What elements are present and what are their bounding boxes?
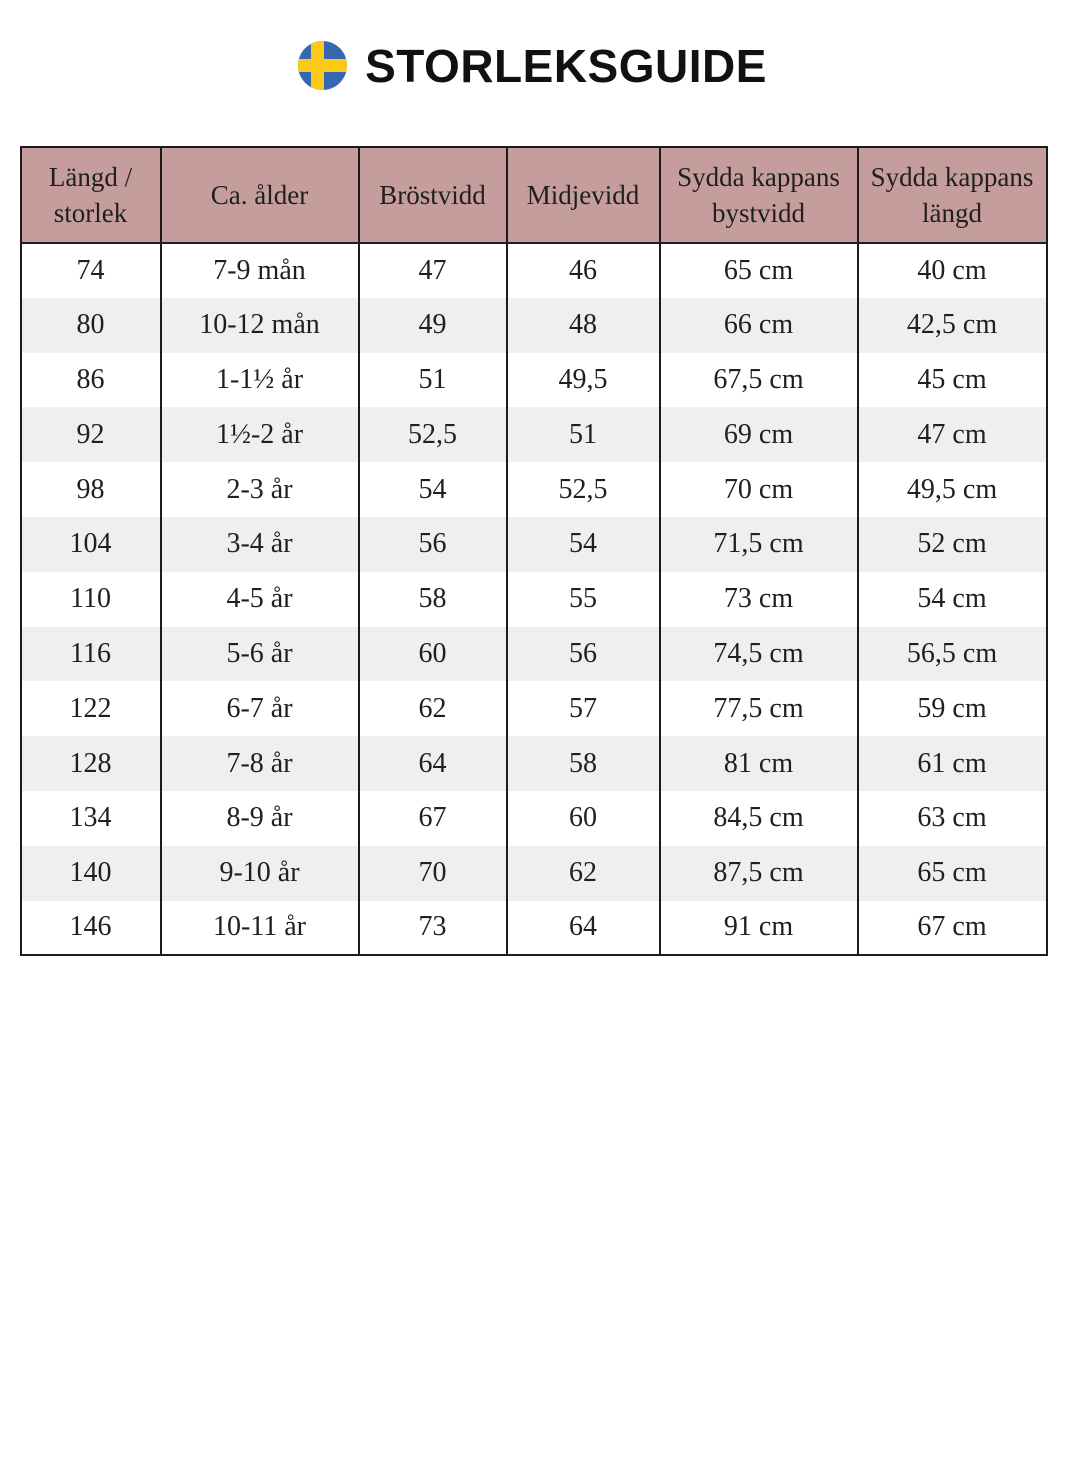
table-cell: 40 cm [858,243,1047,298]
header-coat-length: Sydda kappans längd [858,147,1047,243]
table-row [21,791,1047,846]
table-cell: 71,5 cm [660,517,858,572]
header-coat-bust-width: Sydda kappans bystvidd [660,147,858,243]
table-cell: 56 [359,517,507,572]
table-cell: 87,5 cm [660,846,858,901]
table-row [21,627,1047,682]
table-cell: 81 cm [660,736,858,791]
page-header [0,41,1065,90]
table-cell: 74 [21,243,161,298]
table-cell: 45 cm [858,353,1047,408]
table-header-row [21,147,1047,243]
table-cell: 56,5 cm [858,627,1047,682]
table-cell: 116 [21,627,161,682]
table-cell: 104 [21,517,161,572]
table-cell: 46 [507,243,660,298]
table-row [21,298,1047,353]
table-cell: 58 [359,572,507,627]
table-cell: 67 cm [858,901,1047,956]
page-title: STORLEKSGUIDE [365,39,767,92]
table-cell: 70 cm [660,462,858,517]
swedish-flag-icon [298,41,347,90]
table-cell: 73 cm [660,572,858,627]
table-cell: 62 [359,681,507,736]
table-cell: 64 [359,736,507,791]
table-body [21,243,1047,955]
table-cell: 10-11 år [161,901,359,956]
table-cell: 10-12 mån [161,298,359,353]
table-row [21,681,1047,736]
table-cell: 3-4 år [161,517,359,572]
size-guide-table [20,146,1048,956]
table-cell: 7-8 år [161,736,359,791]
header-chest-width: Bröstvidd [359,147,507,243]
size-guide-table-container [20,146,1046,956]
table-cell: 62 [507,846,660,901]
table-cell: 67,5 cm [660,353,858,408]
table-cell: 86 [21,353,161,408]
table-cell: 73 [359,901,507,956]
table-row [21,572,1047,627]
table-cell: 56 [507,627,660,682]
table-cell: 52,5 [359,407,507,462]
table-cell: 59 cm [858,681,1047,736]
table-cell: 49,5 [507,353,660,408]
table-cell: 77,5 cm [660,681,858,736]
table-cell: 140 [21,846,161,901]
table-cell: 51 [359,353,507,408]
table-cell: 54 [507,517,660,572]
table-cell: 8-9 år [161,791,359,846]
table-cell: 7-9 mån [161,243,359,298]
table-cell: 47 [359,243,507,298]
table-row [21,353,1047,408]
table-cell: 61 cm [858,736,1047,791]
table-cell: 98 [21,462,161,517]
table-cell: 92 [21,407,161,462]
table-cell: 49,5 cm [858,462,1047,517]
table-cell: 134 [21,791,161,846]
table-cell: 63 cm [858,791,1047,846]
table-cell: 1½-2 år [161,407,359,462]
table-cell: 57 [507,681,660,736]
table-cell: 9-10 år [161,846,359,901]
table-row [21,243,1047,298]
table-cell: 74,5 cm [660,627,858,682]
table-cell: 91 cm [660,901,858,956]
table-cell: 110 [21,572,161,627]
table-row [21,462,1047,517]
table-cell: 122 [21,681,161,736]
table-cell: 65 cm [660,243,858,298]
header-waist-width: Midjevidd [507,147,660,243]
table-cell: 128 [21,736,161,791]
table-cell: 70 [359,846,507,901]
table-cell: 1-1½ år [161,353,359,408]
table-cell: 2-3 år [161,462,359,517]
table-cell: 60 [359,627,507,682]
table-cell: 48 [507,298,660,353]
table-cell: 52,5 [507,462,660,517]
table-cell: 65 cm [858,846,1047,901]
table-cell: 4-5 år [161,572,359,627]
table-row [21,901,1047,956]
table-row [21,407,1047,462]
flag-cross-horizontal [298,59,347,72]
table-cell: 67 [359,791,507,846]
table-cell: 146 [21,901,161,956]
table-cell: 42,5 cm [858,298,1047,353]
table-cell: 84,5 cm [660,791,858,846]
table-cell: 54 [359,462,507,517]
table-cell: 54 cm [858,572,1047,627]
table-cell: 49 [359,298,507,353]
table-cell: 6-7 år [161,681,359,736]
header-length-size: Längd / storlek [21,147,161,243]
table-cell: 60 [507,791,660,846]
table-cell: 52 cm [858,517,1047,572]
table-row [21,517,1047,572]
table-cell: 5-6 år [161,627,359,682]
table-row [21,846,1047,901]
table-cell: 55 [507,572,660,627]
table-cell: 51 [507,407,660,462]
table-cell: 66 cm [660,298,858,353]
table-row [21,736,1047,791]
table-cell: 58 [507,736,660,791]
header-approx-age: Ca. ålder [161,147,359,243]
table-cell: 64 [507,901,660,956]
table-cell: 80 [21,298,161,353]
table-cell: 47 cm [858,407,1047,462]
table-cell: 69 cm [660,407,858,462]
